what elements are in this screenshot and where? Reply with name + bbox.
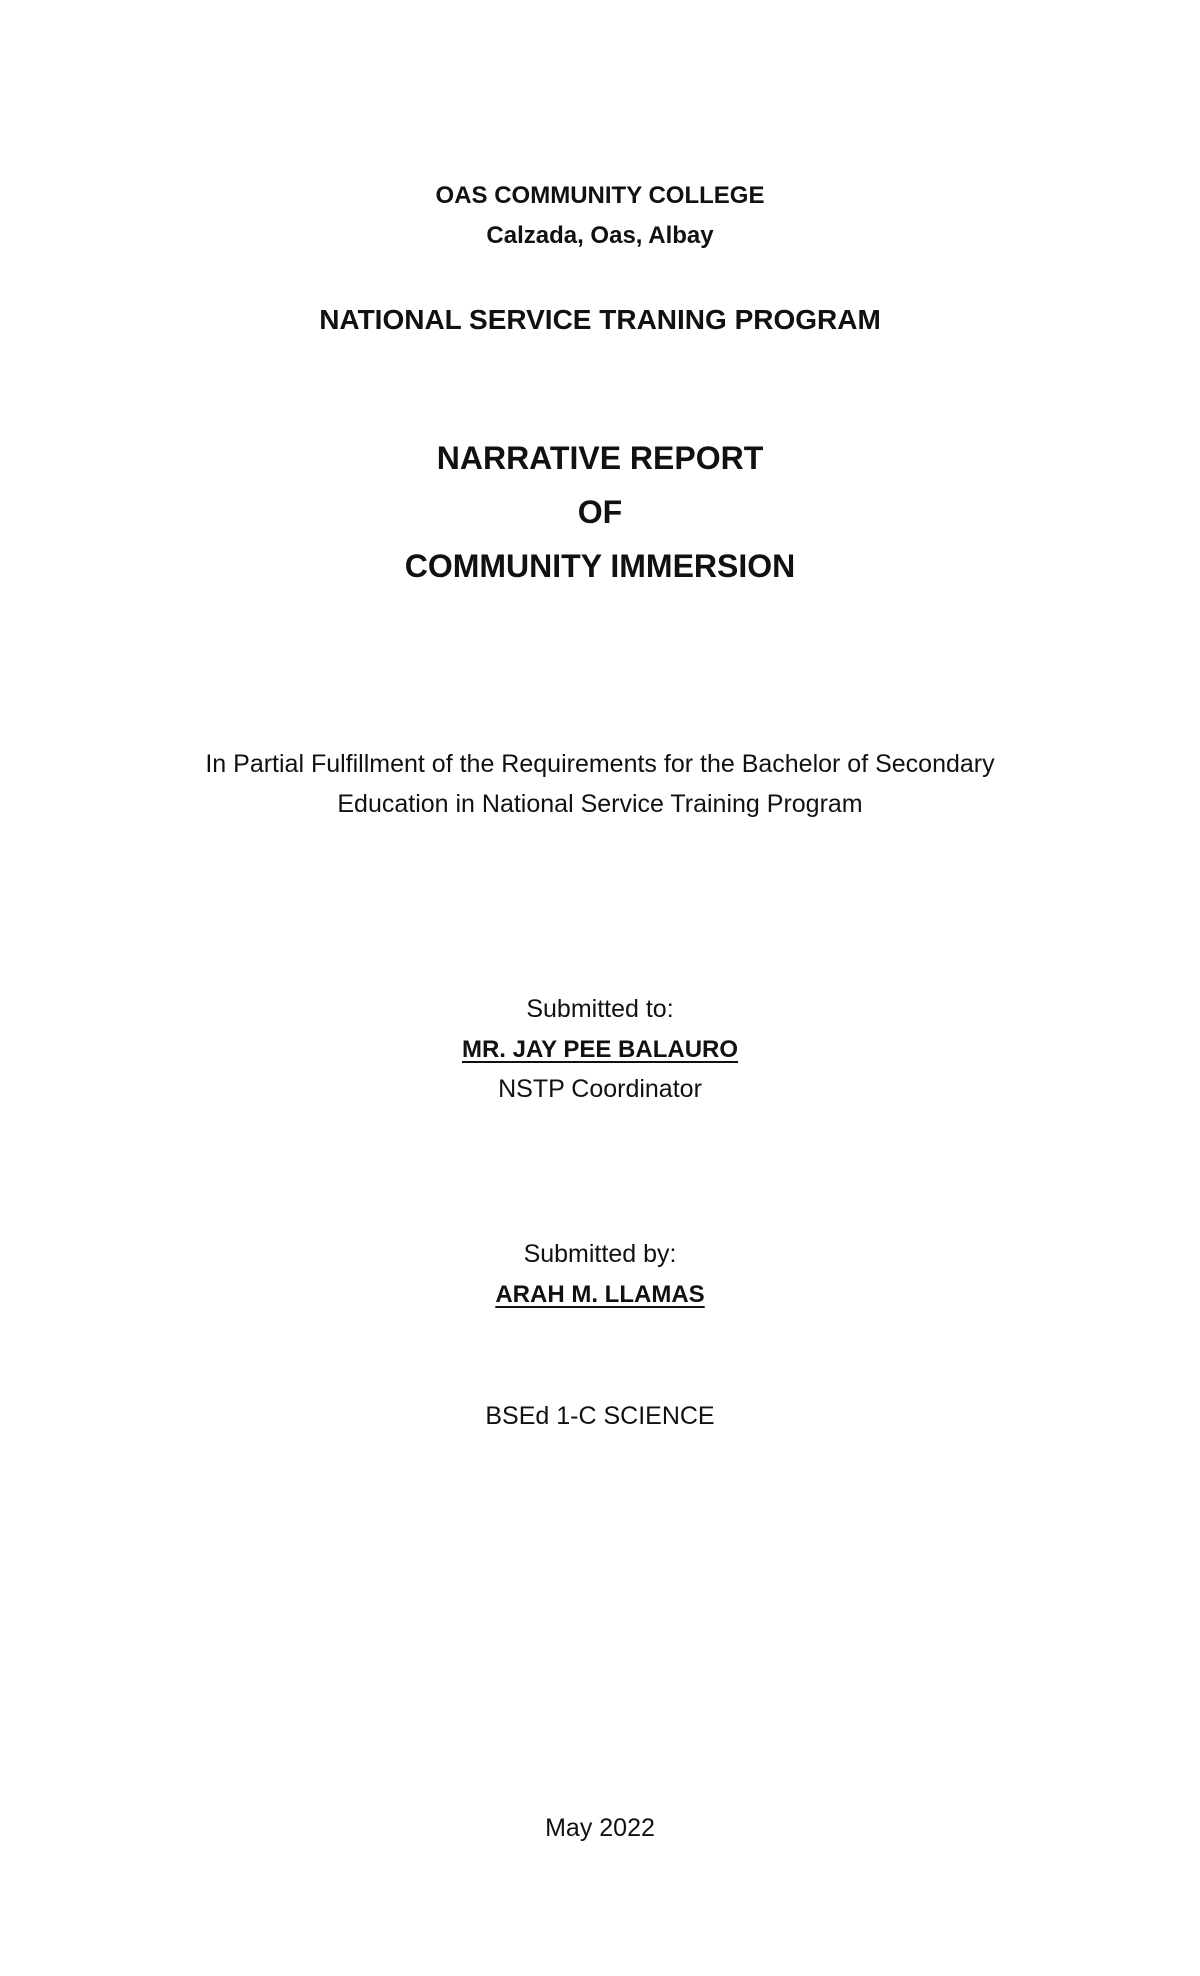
report-date: May 2022 [545,1814,655,1842]
submitted-by-label: Submitted by: [523,1240,677,1268]
adviser-role: NSTP Coordinator [498,1075,702,1103]
program-title: NATIONAL SERVICE TRANING PROGRAM [319,304,881,335]
report-title-line3: COMMUNITY IMMERSION [404,548,796,584]
fulfillment-line1: In Partial Fulfillment of the Requirements for the Bachelor of Secondary [205,750,995,778]
student-name: ARAH M. LLAMAS [495,1281,705,1308]
college-address: Calzada, Oas, Albay [486,222,714,249]
adviser-name: MR. JAY PEE BALAURO [461,1036,739,1063]
submitted-to-label: Submitted to: [526,995,674,1023]
report-title-line1: NARRATIVE REPORT [436,440,764,476]
college-name: OAS COMMUNITY COLLEGE [435,182,765,209]
fulfillment-line2: Education in National Service Training Program [337,790,863,818]
student-section: BSEd 1-C SCIENCE [485,1402,715,1430]
report-title-line2: OF [577,494,623,530]
